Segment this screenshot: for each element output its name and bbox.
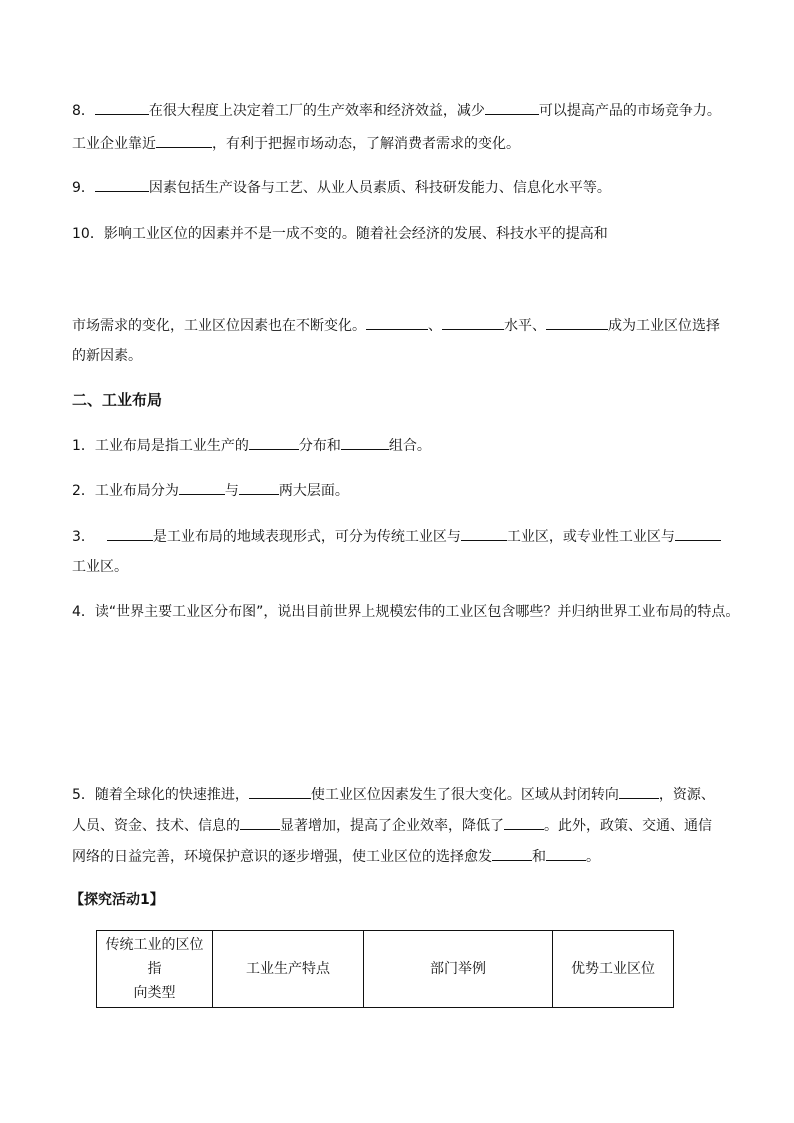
s2q2-text: 两大层面。 — [278, 483, 349, 499]
q10-text: 10．影响工业区位的因素并不是一成不变的。随着社会经济的发展、科技水平的提高和 — [72, 226, 608, 242]
activity-title — [70, 890, 164, 910]
s2q3-text: 工业区。 — [72, 559, 128, 575]
answer-blank[interactable] — [107, 526, 153, 541]
answer-blank[interactable] — [546, 315, 608, 330]
s2q5-text: 。此外，政策、交通、通信 — [544, 818, 712, 834]
answer-blank[interactable] — [546, 846, 586, 861]
s2q3-text: 是工业布局的地域表现形式，可分为传统工业区与 — [152, 529, 461, 545]
s2q1-text: 组合。 — [388, 438, 431, 454]
answer-blank[interactable] — [619, 784, 659, 799]
answer-blank[interactable] — [461, 526, 507, 541]
table-header-cell: 工业生产特点 — [213, 931, 364, 1008]
answer-blank[interactable] — [240, 815, 280, 830]
s2q5-line3 — [72, 846, 600, 867]
answer-blank[interactable] — [179, 480, 225, 495]
q10-line1 — [72, 224, 608, 244]
q9-text: 因素包括生产设备与工艺、从业人员素质、科技研发能力、信息化水平等。 — [148, 180, 611, 196]
table-header-cell: 优势工业区位 — [553, 931, 674, 1008]
answer-blank[interactable] — [675, 526, 721, 541]
s2q3-text: 3． — [72, 529, 95, 545]
s2q1-line — [72, 435, 431, 456]
answer-blank[interactable] — [95, 177, 149, 192]
s2q5-text: 使工业区位因素发生了很大变化。区域从封闭转向 — [310, 787, 619, 803]
answer-blank[interactable] — [341, 435, 389, 450]
section-title — [72, 390, 162, 410]
q10-text: 成为工业区位选择 — [608, 318, 720, 334]
s2q5-text: 5．随着全球化的快速推进， — [72, 787, 249, 803]
q8-text: ，有利于把握市场动态，了解消费者需求的变化。 — [212, 136, 520, 152]
answer-blank[interactable] — [249, 784, 311, 799]
q9-line — [72, 177, 611, 198]
answer-blank[interactable] — [492, 846, 532, 861]
s2q5-line1 — [72, 784, 715, 805]
s2q5-text: 和 — [532, 849, 546, 865]
answer-blank[interactable] — [95, 100, 149, 115]
s2q5-text: 网络的日益完善，环境保护意识的逐步增强，使工业区位的选择愈发 — [72, 849, 492, 865]
s2q3-line2 — [72, 557, 128, 577]
s2q5-line2 — [72, 815, 712, 836]
q8-line1 — [72, 100, 721, 121]
q10-text: 水平、 — [504, 318, 546, 334]
table-header-text: 向类型 — [133, 985, 176, 1001]
table-header-text: 传统工业的区位指 — [105, 937, 204, 977]
s2q2-line — [72, 480, 349, 501]
answer-blank[interactable] — [442, 315, 504, 330]
answer-blank[interactable] — [366, 315, 428, 330]
s2q5-text: 人员、资金、技术、信息的 — [72, 818, 240, 834]
s2q4-text: 4．读“世界主要工业区分布图”，说出目前世界上规模宏伟的工业区包含哪些？并归纳世界工业布局的特点。 — [72, 604, 740, 620]
table-header-cell: 部门举例 — [364, 931, 553, 1008]
activity-table — [96, 930, 674, 1008]
s2q5-text: 。 — [586, 849, 600, 865]
q10-text: 、 — [428, 318, 442, 334]
table-header-cell — [97, 931, 213, 1008]
q8-line2 — [72, 133, 520, 154]
s2q3-line1 — [72, 526, 721, 547]
s2q3-text: 工业区，或专业性工业区与 — [506, 529, 675, 545]
q10-line3 — [72, 346, 142, 366]
s2q4-line — [72, 602, 739, 622]
answer-blank[interactable] — [239, 480, 279, 495]
answer-blank[interactable] — [504, 815, 544, 830]
s2q1-text: 1．工业布局是指工业生产的 — [72, 438, 249, 454]
table-row — [97, 931, 674, 1008]
q10-text: 的新因素。 — [72, 348, 142, 364]
answer-blank[interactable] — [156, 133, 212, 148]
answer-blank[interactable] — [249, 435, 299, 450]
q10-text: 市场需求的变化，工业区位因素也在不断变化。 — [72, 318, 366, 334]
s2q1-text: 分布和 — [298, 438, 341, 454]
s2q2-text: 与 — [224, 483, 239, 499]
q8-number: 8． — [72, 103, 95, 119]
q8-text: 在很大程度上决定着工厂的生产效率和经济效益，减少 — [148, 103, 485, 119]
answer-blank[interactable] — [485, 100, 539, 115]
activity-title-text: 【探究活动1】 — [70, 892, 164, 908]
q10-line2 — [72, 315, 720, 336]
q8-text: 可以提高产品的市场竞争力。 — [538, 103, 721, 119]
s2q5-text: 显著增加，提高了企业效率，降低了 — [280, 818, 504, 834]
q8-text: 工业企业靠近 — [72, 136, 156, 152]
section-title-text: 二、工业布局 — [72, 391, 163, 409]
s2q2-text: 2．工业布局分为 — [72, 483, 179, 499]
s2q5-text: ，资源、 — [658, 787, 715, 803]
q9-number: 9． — [72, 180, 95, 196]
